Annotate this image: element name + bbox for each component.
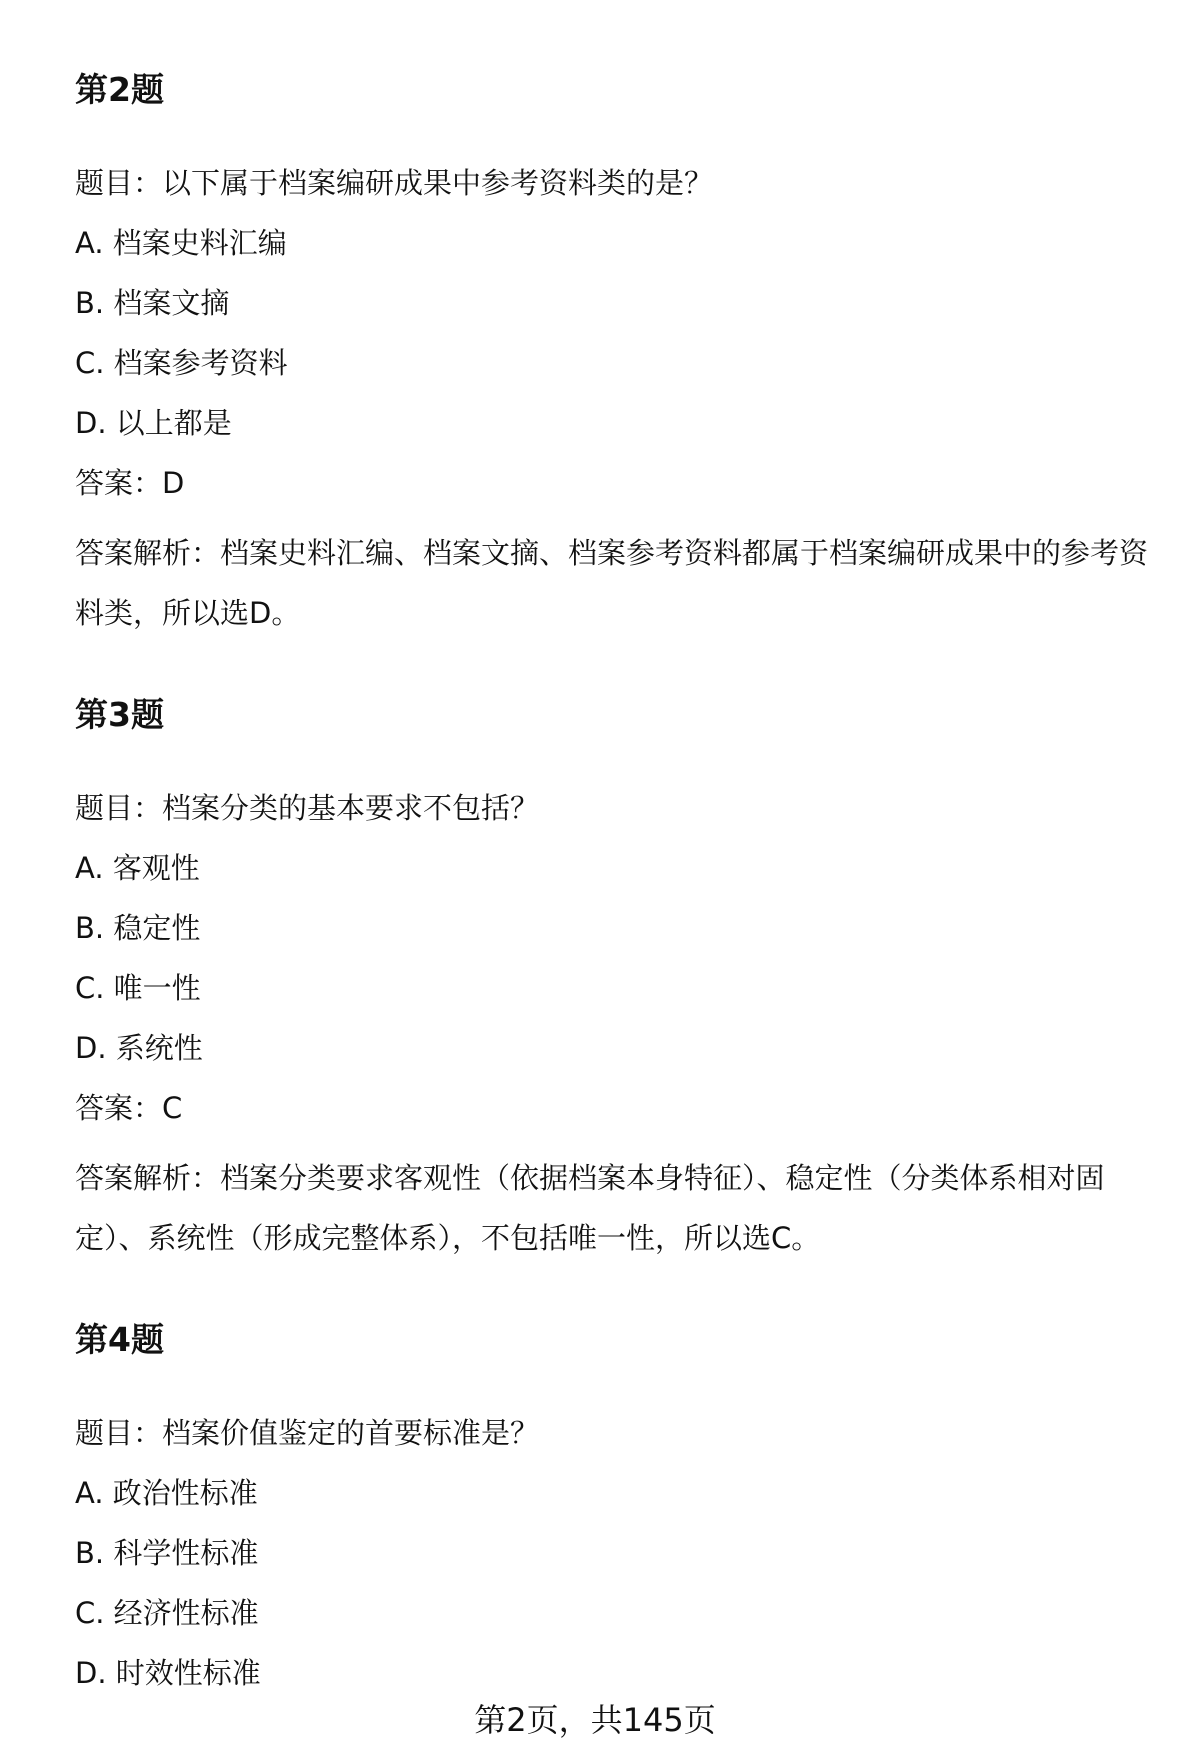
question-prompt: 题目：以下属于档案编研成果中参考资料类的是？ [75, 166, 714, 200]
answer-analysis: 答案解析：档案史料汇编、档案文摘、档案参考资料都属于档案编研成果中的参考资料类，所以选D。 [75, 536, 1149, 630]
question-block-3 [75, 695, 1165, 1268]
option-c: C. 经济性标准 [75, 1596, 259, 1630]
option-d: D. 时效性标准 [75, 1656, 261, 1690]
question-heading: 第2题 [75, 70, 164, 109]
option-a: A. 客观性 [75, 851, 200, 885]
question-block-2 [75, 70, 1165, 643]
question-heading: 第4题 [75, 1320, 164, 1359]
page-number: 第2页，共145页 [474, 1701, 716, 1739]
option-c: C. 唯一性 [75, 971, 201, 1005]
option-b: B. 科学性标准 [75, 1536, 259, 1570]
option-b: B. 稳定性 [75, 911, 201, 945]
question-prompt: 题目：档案分类的基本要求不包括？ [75, 791, 540, 825]
option-a: A. 档案史料汇编 [75, 226, 287, 260]
option-c: C. 档案参考资料 [75, 346, 288, 380]
question-prompt: 题目：档案价值鉴定的首要标准是？ [75, 1416, 540, 1450]
question-heading: 第3题 [75, 695, 164, 734]
option-a: A. 政治性标准 [75, 1476, 258, 1510]
option-d: D. 系统性 [75, 1031, 203, 1065]
question-block-4 [75, 1320, 1165, 1693]
option-b: B. 档案文摘 [75, 286, 230, 320]
answer: 答案：C [75, 1091, 183, 1125]
option-d: D. 以上都是 [75, 406, 232, 440]
answer-analysis: 答案解析：档案分类要求客观性（依据档案本身特征）、稳定性（分类体系相对固定）、系统性（形成完整体系），不包括唯一性，所以选C。 [75, 1161, 1105, 1255]
answer: 答案：D [75, 466, 185, 500]
